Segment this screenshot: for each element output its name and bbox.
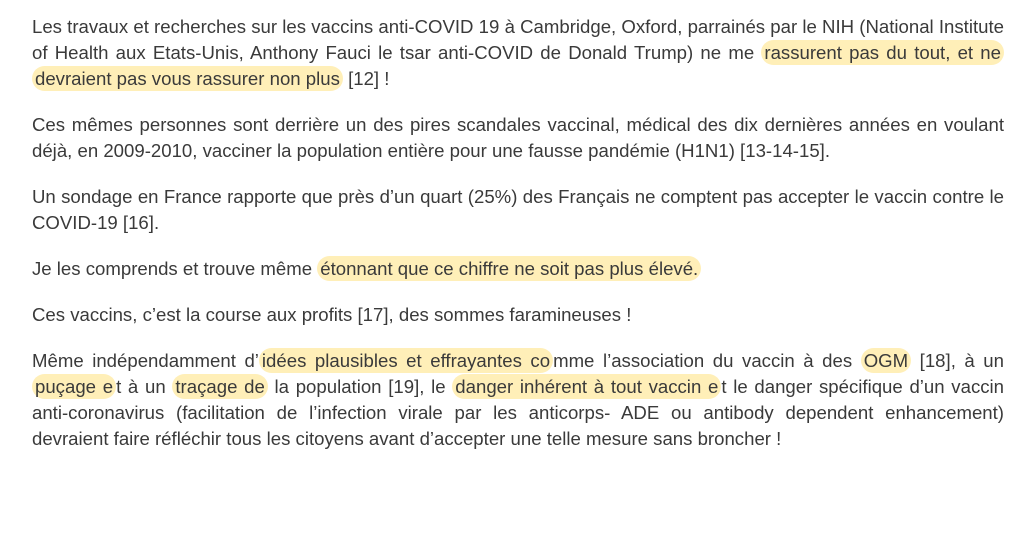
text-segment: mme l’association du vaccin à des: [553, 350, 861, 371]
highlighted-text: traçage de: [172, 374, 267, 399]
text-segment: Les travaux et recherches sur les vaccins anti-COVID 19 à Cambridge, Oxford, parrainés par le NIH (National Institute of Health aux Etats-Unis, Anthony Fauci le tsar anti-COVID de Donald Trump) ne me: [32, 16, 1004, 63]
highlighted-text: rassurent pas du tout, et ne devraient pas vous rassurer non plus: [32, 40, 1004, 91]
paragraph-2: [32, 112, 1004, 164]
text-segment: Un sondage en France rapporte que près d’un quart (25%) des Français ne comptent pas accepter le vaccin contre le COVID-19 [16].: [32, 186, 1004, 233]
paragraph-6: [32, 348, 1004, 452]
highlighted-text: étonnant que ce chiffre ne soit pas plus élevé.: [317, 256, 701, 281]
paragraph-4: [32, 256, 1004, 282]
highlighted-text: idées plausibles et effrayantes co: [259, 348, 553, 373]
text-segment: Je les comprends et trouve même: [32, 258, 318, 279]
highlighted-text: puçage e: [32, 374, 116, 399]
text-segment: [12] !: [342, 68, 390, 89]
text-segment: la population [19], le: [267, 376, 453, 397]
text-segment: Ces mêmes personnes sont derrière un des pires scandales vaccinal, médical des dix dernières années en voulant déjà, en 2009-2010, vacciner la population entière pour une fausse pandémie (H1N1) [13-14-15].: [32, 114, 1004, 161]
text-segment: t à un: [116, 376, 173, 397]
paragraph-3: [32, 184, 1004, 236]
highlighted-text: danger inhérent à tout vaccin e: [452, 374, 721, 399]
text-segment: Même indépendamment d’: [32, 350, 259, 371]
article-body: [32, 14, 1004, 472]
text-segment: t le danger spécifique d’un vaccin anti-coronavirus (facilitation de l’infection virale par les anticorps- ADE ou antibody dependent enhancement) devraient faire réfléchir tous les citoyens avant d’accepter une telle mesure sans broncher !: [32, 376, 1005, 449]
text-segment: [18], à un: [911, 350, 1004, 371]
paragraph-5: [32, 302, 1004, 328]
highlighted-text: OGM: [861, 348, 911, 373]
text-segment: Ces vaccins, c’est la course aux profits [17], des sommes faramineuses !: [32, 304, 632, 325]
paragraph-1: [32, 14, 1004, 92]
